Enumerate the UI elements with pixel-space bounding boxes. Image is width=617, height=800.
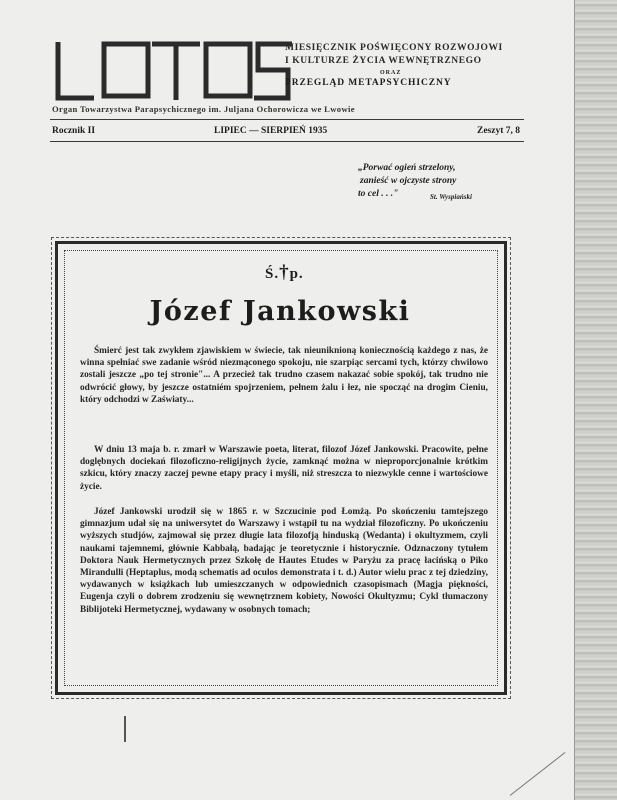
paragraph-1-text: Śmierć jest tak zwykłem zjawiskiem w świecie, tak nieuniknioną koniecznością każdego z nas, że winna spełniać swe zadanie wśród niezmąconego spokoju, nie szarpiąc sercami tych, którzy chwilowo zostali jeszcze „po tej stronie"... A przecież tak trudno czasem nakazać sobie spokój, tak trudno nie odwrócić głowy, by jeszcze ostatniém spojrzeniem, pełnem żalu i łez, nie spocząć na drogim Cieniu, który odchodzi w Zaświaty... [80, 346, 488, 405]
oraz-label: ORAZ [380, 70, 402, 76]
issue-number: Zeszyt 7, 8 [476, 126, 520, 136]
header-rule-top [50, 119, 524, 120]
obituary-heading [265, 262, 304, 284]
subtitle-line-1: MIESIĘCZNIK POŚWIĘCONY ROZWOJOWI [285, 43, 503, 53]
obituary-paragraph-1 [80, 345, 488, 406]
masthead-subtitle [285, 42, 525, 68]
organ-line: Organ Towarzystwa Parapsychicznego im. Juljana Ochorowicza we Lwowie [52, 104, 355, 114]
volume-label: Rocznik II [52, 126, 96, 136]
obituary-paragraph-2 [80, 444, 488, 493]
logo-text: LOTOS [52, 38, 56, 39]
deceased-name: Józef Jankowski [149, 296, 411, 327]
paragraph-2-text: W dniu 13 maja b. r. zmarł w Warszawie poeta, literat, filozof Józef Jankowski. Pracowite, pełne doglębnych dociekań filozoficzno-religijnych życie, zamknąć można w nieproporcjonalnie krótkim szkicu, który znaczy zaczej pewne etapy pracy i myśli, niż streszcza to niezwykle cenne i wartościowe życie. [80, 445, 488, 492]
lotos-logo [52, 38, 292, 104]
pen-mark [124, 716, 126, 742]
obituary-paragraph-3 [80, 506, 488, 616]
cross-icon: † [279, 262, 290, 283]
epigraph-line-1: „Porwać ogień strzelony, [358, 163, 456, 173]
epigraph-line-3: to cel . . ." [358, 189, 399, 199]
epigraph-line-2: zanieść w ojczyste strony [360, 176, 457, 186]
epigraph-author: St. Wyspiański [430, 193, 472, 201]
header-rule-bottom [50, 141, 524, 142]
sp-suffix: p. [289, 266, 304, 282]
issue-date: LIPIEC — SIERPIEŃ 1935 [214, 126, 328, 136]
scan-edge [574, 0, 617, 800]
fold-line [510, 752, 566, 796]
subtitle-line-3: PRZEGLĄD METAPSYCHICZNY [285, 78, 452, 88]
subtitle-line-2: I KULTURZE ŻYCIA WEWNĘTRZNEGO [285, 56, 482, 66]
paragraph-3-text: Józef Jankowski urodził się w 1865 r. w Szczucinie pod Łomżą. Po skończeniu tamtejszego gimnazjum udał się na uniwersytet do Warszawy i wstąpił tu na wydział filozoficzny. Po ukończeniu wyższych studjów, zajmował się przez długie lata filozofją hinduską (Wedanta) i okultyzmem, czyli naukami tajemnemi, głównie Kabbałą, badając je teoretycznie i historycznie. Odznaczony tytułem Doktora Nauk Hermetycznych przez Szkołę de Hautes Etudes w Paryżu za pracę łacińską o Piko Mirandulli (Heptaplus, modą schematis ad oculos demonstrata i t. d.) Autor wielu prac z tej dziedziny, wydawanych w książkach lub umieszczanych w odpowiednich czasopismach (Magja piękności, Eugenja czyli o dobrem zrodzeniu się wewnętrznem kobiety, Nowości Okultyzmu; Cykl tłumaczony Biblijoteki Hermetycznej, wydawany w osobnych tomach; [80, 507, 488, 615]
sp-prefix: Ś. [265, 266, 280, 282]
